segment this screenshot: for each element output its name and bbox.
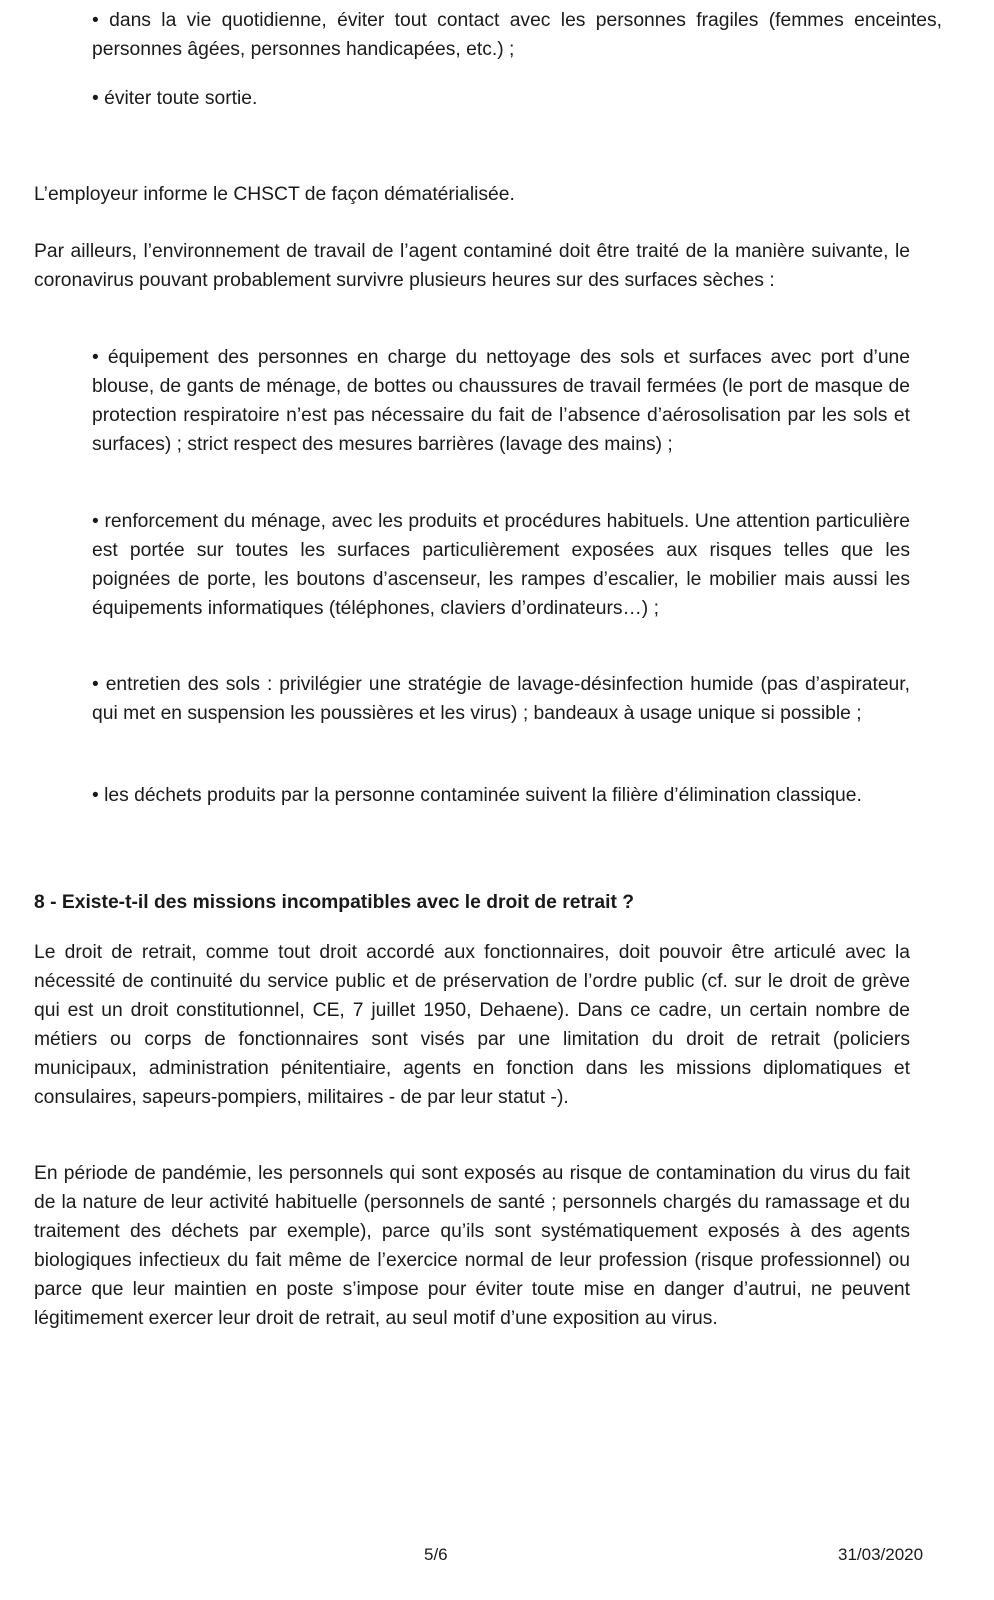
- bullet-item-sortie: • éviter toute sortie.: [92, 88, 258, 109]
- bullet-item-dechets: • les déchets produits par la personne contaminée suivent la filière d’élimination classique.: [92, 785, 862, 806]
- bullet-item-equipement: • équipement des personnes en charge du nettoyage des sols et surfaces avec port d’une blouse, de gants de ménage, de bottes ou chaussures de travail fermées (le port de masque de protection respiratoire n’est pas nécessaire du fait de l’absence d’aérosolisation par les sols et surfaces) ; strict respect des mesures barrières (lavage des mains) ;: [92, 347, 910, 455]
- paragraph-pandemie: En période de pandémie, les personnels qui sont exposés au risque de contamination du virus du fait de la nature de leur activité habituelle (personnels de santé ; personnels chargés du ramassage et du traitement des déchets par exemple), parce qu’ils sont systématiquement exposés à des agents biologiques infectieux du fait même de l’exercice normal de leur profession (risque professionnel) ou parce que leur maintien en poste s’impose pour éviter toute mise en danger d’autrui, ne peuvent légitimement exercer leur droit de retrait, au seul motif d’une exposition au virus.: [34, 1163, 910, 1329]
- paragraph-environnement: Par ailleurs, l’environnement de travail de l’agent contaminé doit être traité de la manière suivante, le coronavirus pouvant probablement survivre plusieurs heures sur des surfaces sèches :: [34, 241, 910, 291]
- bullet-item-contact: • dans la vie quotidienne, éviter tout contact avec les personnes fragiles (femmes enceintes, personnes âgées, personnes handicapées, etc.) ;: [92, 10, 942, 60]
- bullet-item-menage: • renforcement du ménage, avec les produits et procédures habituels. Une attention particulière est portée sur toutes les surfaces particulièrement exposées aux risques telles que les poignées de porte, les boutons d’ascenseur, les rampes d’escalier, le mobilier mais aussi les équipements informatiques (téléphones, claviers d’ordinateurs…) ;: [92, 511, 910, 619]
- page-number: 5/6: [424, 1545, 448, 1564]
- paragraph-chsct: L’employeur informe le CHSCT de façon dématérialisée.: [34, 184, 515, 205]
- footer-date: 31/03/2020: [838, 1545, 924, 1564]
- section-heading: 8 - Existe-t-il des missions incompatibles avec le droit de retrait ?: [34, 892, 635, 913]
- bullet-item-sols: • entretien des sols : privilégier une stratégie de lavage-désinfection humide (pas d’aspirateur, qui met en suspension les poussières et les virus) ; bandeaux à usage unique si possible ;: [92, 674, 910, 724]
- paragraph-droit-retrait: Le droit de retrait, comme tout droit accordé aux fonctionnaires, doit pouvoir être articulé avec la nécessité de continuité du service public et de préservation de l’ordre public (cf. sur le droit de grève qui est un droit constitutionnel, CE, 7 juillet 1950, Dehaene). Dans ce cadre, un certain nombre de métiers ou corps de fonctionnaires sont visés par une limitation du droit de retrait (policiers municipaux, administration pénitentiaire, agents en fonction dans les missions diplomatiques et consulaires, sapeurs-pompiers, militaires - de par leur statut -).: [34, 942, 910, 1108]
